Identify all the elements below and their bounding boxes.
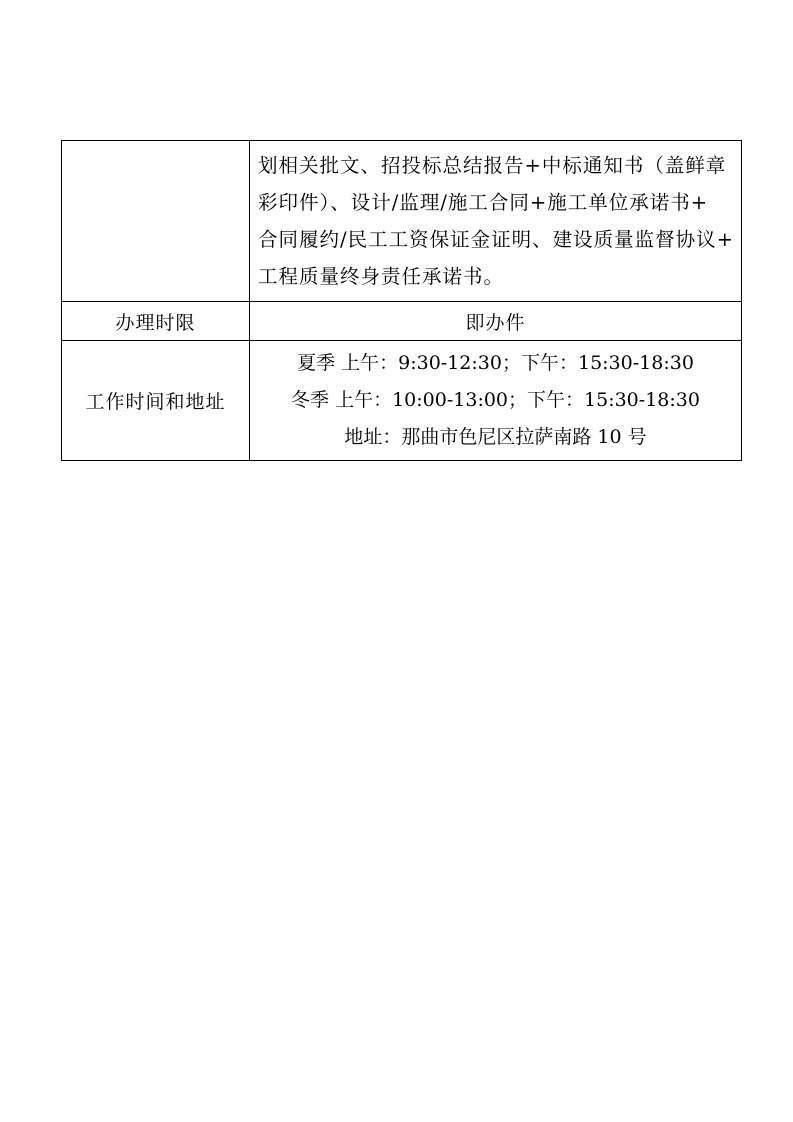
processing-time-value: 即办件 <box>250 302 742 341</box>
winter-hours: 冬季 上午：10:00-13:00；下午：15:30-18:30 <box>291 389 700 411</box>
hours-address-cell <box>250 341 742 461</box>
materials-label-cell <box>62 141 250 302</box>
materials-line: 合同履约/民工工资保证金证明、建设质量监督协议+ <box>258 228 734 251</box>
hours-address-row <box>62 341 742 461</box>
processing-time-row <box>62 302 742 341</box>
materials-line: 彩印件）、设计/监理/施工合同+施工单位承诺书+ <box>258 191 709 214</box>
office-address: 地址：那曲市色尼区拉萨南路 10 号 <box>344 426 647 448</box>
materials-row <box>62 141 742 302</box>
summer-hours: 夏季 上午：9:30-12:30；下午：15:30-18:30 <box>297 352 694 374</box>
processing-time-label: 办理时限 <box>62 302 250 341</box>
service-info-table <box>61 140 742 461</box>
hours-address-label: 工作时间和地址 <box>62 341 250 461</box>
materials-line: 工程质量终身责任承诺书。 <box>258 265 505 288</box>
materials-text-cell <box>250 141 742 302</box>
materials-line: 划相关批文、招投标总结报告+中标通知书（盖鲜章 <box>258 154 727 177</box>
